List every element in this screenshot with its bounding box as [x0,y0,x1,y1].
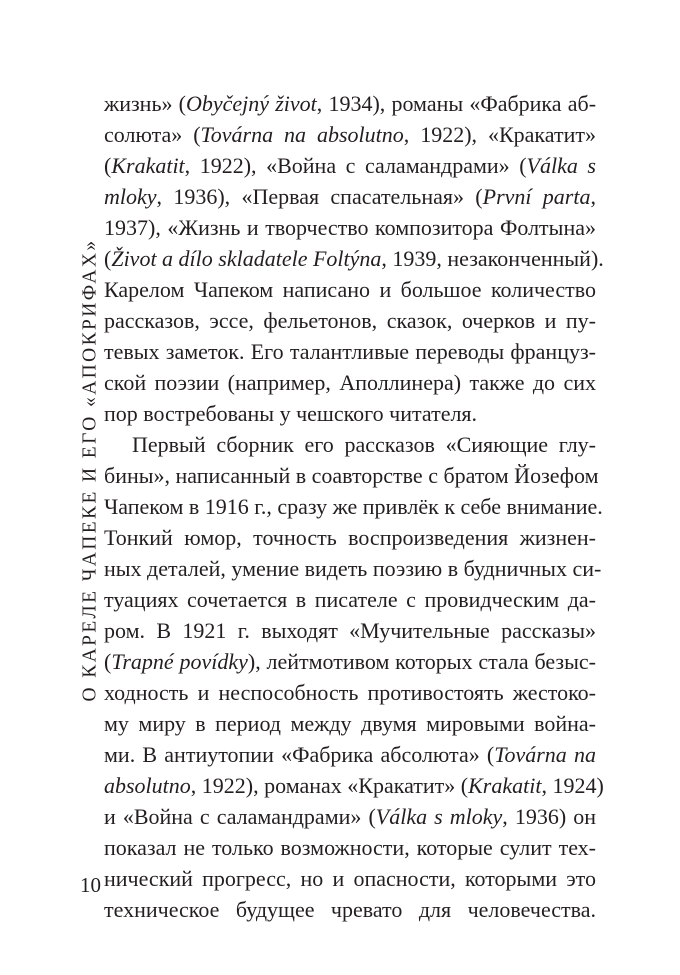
body-text [104,88,604,925]
italic-title: Válka s [526,153,596,178]
text-line [104,398,596,429]
text-line [104,584,596,615]
text-segment: , 1922), «Кракатит» [403,122,596,147]
text-line [104,460,599,491]
text-line [104,646,596,677]
text-segment: , 1936) он [502,804,596,829]
italic-title: Krakatit [468,773,542,798]
text-line [104,677,596,708]
italic-title: Obyčejný život [185,91,317,116]
text-segment: и «Война с саламандрами» ( [104,804,376,829]
text-segment: ми. В антиутопии «Фабрика абсолюта» ( [104,742,495,767]
text-segment: туациях сочетается в писателе с провидческим да- [104,587,596,612]
italic-title: absolutno [104,773,191,798]
text-segment: Чапеком в 1916 г., сразу же привлёк к себе внимание. [104,494,603,519]
text-line [104,832,596,863]
text-segment: рассказов, эссе, фельетонов, сказок, очерков и пу- [104,308,596,333]
text-line [104,429,596,460]
text-line [104,522,596,553]
text-segment: ( [104,153,112,178]
text-line [104,615,596,646]
text-line [104,708,596,739]
italic-title: Továrna na absolutno [200,122,404,147]
text-segment: ходность и неспособность противостоять жестоко- [104,680,596,705]
text-line [104,739,596,770]
text-line [104,274,596,305]
running-title [78,86,102,854]
text-segment: бины», написанный в соавторстве с братом Йозефом [104,463,599,488]
text-segment: , 1922), романах «Кракатит» ( [190,773,469,798]
text-segment: 1937), «Жизнь и творчество композитора Фолтына» [104,215,596,240]
italic-title: Krakatit [111,153,185,178]
text-segment: , 1939, незаконченный). [381,246,604,271]
text-segment: ( [104,649,112,674]
text-line [104,367,596,398]
italic-title: mloky [104,184,157,209]
italic-title: Továrna na [494,742,597,767]
text-line [104,88,596,119]
text-line [104,119,596,150]
text-segment: тевых заметок. Его талантливые переводы француз- [104,339,596,364]
text-segment: , 1936), «Первая спасательная» ( [156,184,483,209]
text-segment: ской поэзии (например, Аполлинера) также до сих [104,370,596,395]
text-line [104,243,604,274]
text-line [104,150,596,181]
running-title-text: О КАРЕЛЕ ЧАПЕКЕ И ЕГО «АПОКРИФАХ» [79,238,100,702]
text-segment: Тонкий юмор, точность воспроизведения жизнен- [104,525,596,550]
text-segment: солюта» ( [104,122,201,147]
text-segment: , 1934), романы «Фабрика аб- [316,91,597,116]
italic-title: První parta [482,184,591,209]
text-segment: пор востребованы у чешского читателя. [104,401,478,426]
text-segment: ных деталей, умение видеть поэзию в будничных си- [104,556,602,581]
text-line [104,305,596,336]
text-line [104,894,596,925]
italic-title: Trapné povídky [111,649,248,674]
text-segment: ), лейтмотивом которых стала безыс- [247,649,596,674]
text-segment: , 1924) [541,773,604,798]
text-line [104,212,596,243]
text-segment: ром. В 1921 г. выходят «Мучительные рассказы» [104,618,596,643]
italic-title: Život a dílo skladatele Foltýna [111,246,382,271]
text-line [104,863,596,894]
text-line [104,801,596,832]
text-segment: Карелом Чапеком написано и большое количество [104,277,596,302]
text-line [104,336,596,367]
text-segment: , [590,184,596,209]
text-segment: нический прогресс, но и опасности, которыми это [104,866,596,891]
text-segment: Первый сборник его рассказов «Сияющие глу- [132,432,596,457]
page-number: 10 [80,873,101,897]
text-segment: му миру в период между двумя мировыми война- [104,711,596,736]
text-segment: техническое будущее чревато для человечества. [104,897,596,922]
italic-title: Válka s mloky [375,804,503,829]
text-line [104,491,603,522]
text-line [104,181,596,212]
text-line [104,770,604,801]
text-segment: ( [104,246,112,271]
text-segment: показал не только возможности, которые сулит тех- [104,835,596,860]
text-line [104,553,602,584]
text-segment: жизнь» ( [104,91,186,116]
text-segment: , 1922), «Война с саламандрами» ( [184,153,527,178]
